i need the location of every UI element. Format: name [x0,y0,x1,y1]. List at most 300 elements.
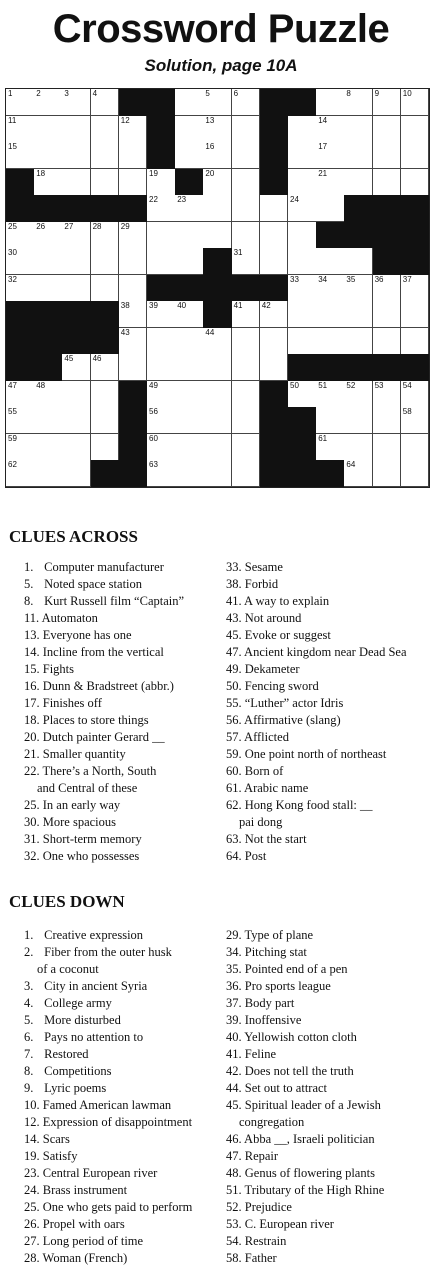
down-clue [226,927,440,944]
clue-text-continued: congregation [239,1115,305,1129]
grid-cell[interactable] [119,169,148,196]
grid-cell[interactable] [147,381,176,408]
grid-block [62,301,91,328]
clue-number: 54 [402,380,412,390]
grid-cell[interactable] [344,116,373,143]
clue-text: Fencing sword [241,679,319,693]
grid-cell[interactable] [91,222,120,249]
clue-number: 3. [24,979,34,993]
down-clue-list-left [24,927,224,1267]
grid-cell[interactable] [119,248,148,275]
clue-number: 62 [8,460,17,470]
grid-cell[interactable] [232,169,261,196]
grid-cell[interactable] [232,248,261,275]
grid-cell[interactable] [373,116,402,143]
grid-cell[interactable] [62,116,91,143]
across-clue [24,831,224,848]
grid-block [91,301,120,328]
grid-cell[interactable] [34,142,63,169]
grid-cell[interactable] [6,381,35,408]
grid-cell[interactable] [401,142,430,169]
grid-cell[interactable] [288,116,317,143]
grid-cell[interactable] [232,354,261,381]
grid-cell[interactable] [175,301,204,328]
across-clue [226,712,440,729]
grid-cell[interactable] [119,116,148,143]
grid-block [62,195,91,222]
grid-cell[interactable] [147,222,176,249]
clue-number: 63. [226,832,242,846]
grid-cell[interactable] [175,328,204,355]
grid-cell[interactable] [232,434,261,461]
clue-number: 14. [24,1132,40,1146]
clue-text: Brass instrument [39,1183,128,1197]
grid-block [373,248,402,275]
grid-cell[interactable] [401,381,430,408]
grid-cell[interactable] [91,116,120,143]
grid-cell[interactable] [6,89,35,116]
grid-cell[interactable] [316,434,345,461]
across-clue [24,712,224,729]
grid-cell[interactable] [344,460,373,487]
grid-cell[interactable] [344,248,373,275]
grid-cell[interactable] [316,142,345,169]
grid-cell[interactable] [232,116,261,143]
clue-number: 28. [24,1251,40,1265]
grid-cell[interactable] [344,142,373,169]
clue-text: Sesame [241,560,283,574]
grid-cell[interactable] [6,275,35,302]
clue-number: 64. [226,849,242,863]
clue-text: One who possesses [39,849,140,863]
clue-number: 53. [226,1217,242,1231]
grid-cell[interactable] [91,434,120,461]
clue-number: 35 [346,274,356,284]
clue-number: 23 [177,195,187,205]
grid-cell[interactable] [6,222,35,249]
grid-cell[interactable] [147,407,176,434]
grid-cell[interactable] [232,222,261,249]
clue-number: 37 [402,274,412,284]
grid-cell[interactable] [344,169,373,196]
clue-text: Hong Kong food stall: __ [241,798,373,812]
grid-cell[interactable] [34,381,63,408]
grid-cell[interactable] [260,354,289,381]
grid-cell[interactable] [401,275,430,302]
down-clue [226,1199,440,1216]
clue-text: Smaller quantity [39,747,126,761]
grid-cell[interactable] [344,275,373,302]
grid-cell[interactable] [6,460,35,487]
grid-block [260,381,289,408]
clue-text: One who gets paid to perform [39,1200,193,1214]
down-clue [226,1148,440,1165]
grid-cell[interactable] [91,142,120,169]
grid-cell[interactable] [91,407,120,434]
across-clue [226,593,440,610]
grid-cell[interactable] [34,460,63,487]
down-clue [24,978,224,995]
clue-number: 21. [24,747,40,761]
grid-cell[interactable] [232,142,261,169]
clue-number: 24 [290,195,299,205]
grid-cell[interactable] [316,169,345,196]
grid-cell[interactable] [147,301,176,328]
grid-cell[interactable] [91,275,120,302]
clue-number: 13 [205,115,215,125]
grid-cell[interactable] [62,222,91,249]
grid-cell[interactable] [34,169,63,196]
grid-cell[interactable] [260,328,289,355]
grid-cell[interactable] [203,116,232,143]
grid-cell[interactable] [175,116,204,143]
clue-number: 17. [24,696,40,710]
clue-number: 45. [226,1098,242,1112]
clue-text: More spacious [39,815,116,829]
clue-text: Feline [241,1047,276,1061]
grid-cell[interactable] [373,142,402,169]
grid-cell[interactable] [119,222,148,249]
grid-cell[interactable] [6,248,35,275]
clue-number: 16. [24,679,40,693]
clue-number: 49 [149,380,158,390]
across-clue [226,678,440,695]
clue-number: 50. [226,679,242,693]
grid-cell[interactable] [91,169,120,196]
clue-text: Evoke or suggest [241,628,331,642]
clue-text: Not the start [241,832,307,846]
grid-cell[interactable] [288,142,317,169]
clue-number: 10 [402,89,412,98]
grid-cell[interactable] [62,169,91,196]
grid-cell[interactable] [147,248,176,275]
grid-cell[interactable] [147,434,176,461]
grid-cell[interactable] [344,381,373,408]
grid-cell[interactable] [316,301,345,328]
grid-cell[interactable] [232,381,261,408]
grid-cell[interactable] [316,407,345,434]
down-clue [226,1063,440,1080]
grid-cell[interactable] [260,248,289,275]
grid-block [288,407,317,434]
grid-cell[interactable] [203,328,232,355]
clue-number: 5. [24,577,34,591]
grid-cell[interactable] [401,116,430,143]
grid-block [34,328,63,355]
grid-cell[interactable] [147,195,176,222]
clue-number: 22 [149,195,158,205]
grid-block [373,195,402,222]
clue-text: Lyric poems [41,1081,107,1095]
clue-number: 27. [24,1234,40,1248]
clue-number: 60. [226,764,242,778]
clue-text: Fiber from the outer husk [41,945,172,959]
grid-cell[interactable] [34,222,63,249]
across-clue [226,559,440,576]
clue-number: 43. [226,611,242,625]
grid-cell[interactable] [34,275,63,302]
grid-cell[interactable] [373,169,402,196]
clue-number: 59. [226,747,242,761]
grid-cell[interactable] [175,460,204,487]
grid-cell[interactable] [34,407,63,434]
grid-block [401,354,430,381]
grid-cell[interactable] [373,407,402,434]
grid-cell[interactable] [344,328,373,355]
grid-block [203,275,232,302]
grid-cell[interactable] [91,354,120,381]
down-clue [24,1148,224,1165]
clue-text: Finishes off [39,696,102,710]
clue-text-continued: of a coconut [37,962,99,976]
down-clue [24,1250,224,1267]
grid-cell[interactable] [175,142,204,169]
grid-cell[interactable] [147,460,176,487]
grid-cell[interactable] [260,222,289,249]
grid-cell[interactable] [316,116,345,143]
grid-cell[interactable] [91,248,120,275]
grid-cell[interactable] [373,434,402,461]
grid-cell[interactable] [6,116,35,143]
grid-block [260,142,289,169]
across-clue [226,763,440,780]
clue-number: 1. [24,560,34,574]
grid-cell[interactable] [175,195,204,222]
grid-cell[interactable] [203,195,232,222]
across-clue [226,644,440,661]
across-clue [24,814,224,831]
grid-cell[interactable] [232,195,261,222]
grid-cell[interactable] [175,407,204,434]
grid-cell[interactable] [91,381,120,408]
grid-cell[interactable] [34,116,63,143]
grid-cell[interactable] [34,434,63,461]
grid-block [401,248,430,275]
grid-cell[interactable] [6,142,35,169]
grid-block [260,275,289,302]
down-clue [24,1182,224,1199]
clue-number: 6 [233,89,239,98]
clue-number: 40. [226,1030,242,1044]
grid-cell[interactable] [373,328,402,355]
grid-cell[interactable] [62,142,91,169]
grid-cell[interactable] [288,222,317,249]
down-clue [226,961,440,978]
grid-cell[interactable] [232,301,261,328]
grid-cell[interactable] [203,407,232,434]
grid-cell[interactable] [62,460,91,487]
grid-block [316,460,345,487]
grid-cell[interactable] [34,248,63,275]
grid-cell[interactable] [232,460,261,487]
grid-cell[interactable] [373,275,402,302]
grid-cell[interactable] [119,301,148,328]
grid-cell[interactable] [316,381,345,408]
grid-cell[interactable] [91,89,120,116]
clue-number: 41. [226,594,242,608]
grid-cell[interactable] [175,434,204,461]
grid-cell[interactable] [147,169,176,196]
clue-number: 42. [226,1064,242,1078]
clue-text: Short-term memory [39,832,142,846]
grid-cell[interactable] [175,222,204,249]
grid-cell[interactable] [373,381,402,408]
clue-text: Does not tell the truth [241,1064,354,1078]
grid-cell[interactable] [288,381,317,408]
grid-cell[interactable] [203,381,232,408]
clue-number: 50 [290,380,299,390]
grid-cell[interactable] [288,275,317,302]
clue-number: 1 [8,89,13,98]
grid-cell[interactable] [62,275,91,302]
grid-cell[interactable] [203,89,232,116]
grid-cell[interactable] [373,89,402,116]
clue-number: 1. [24,928,34,942]
clue-text: Spiritual leader of a Jewish [241,1098,381,1112]
grid-cell[interactable] [401,460,430,487]
grid-cell[interactable] [34,89,63,116]
clue-number: 53 [374,380,384,390]
grid-block [91,328,120,355]
grid-block [119,434,148,461]
clue-text: Repair [241,1149,279,1163]
grid-cell[interactable] [373,301,402,328]
grid-cell[interactable] [62,434,91,461]
grid-cell[interactable] [175,354,204,381]
grid-cell[interactable] [401,301,430,328]
clue-number: 48 [36,380,46,390]
grid-cell[interactable] [62,381,91,408]
grid-block [119,195,148,222]
grid-cell[interactable] [62,89,91,116]
grid-cell[interactable] [316,248,345,275]
down-clue [226,1165,440,1182]
grid-cell[interactable] [316,195,345,222]
clue-text: Noted space station [41,577,143,591]
clue-number: 45. [226,628,242,642]
down-clue [226,1012,440,1029]
clue-text: More disturbed [41,1013,121,1027]
grid-cell[interactable] [203,434,232,461]
down-clue [24,1012,224,1029]
grid-cell[interactable] [401,407,430,434]
grid-cell[interactable] [260,301,289,328]
grid-cell[interactable] [175,248,204,275]
grid-block [147,275,176,302]
page-subtitle: Solution, page 10A [144,56,298,75]
grid-cell[interactable] [62,248,91,275]
clue-text: Everyone has one [39,628,132,642]
grid-cell[interactable] [232,407,261,434]
grid-cell[interactable] [203,354,232,381]
down-clue [226,1131,440,1148]
across-clue [24,729,224,746]
grid-cell[interactable] [203,460,232,487]
across-clue [24,678,224,695]
grid-cell[interactable] [203,142,232,169]
grid-cell[interactable] [316,328,345,355]
grid-cell[interactable] [6,434,35,461]
grid-cell[interactable] [344,407,373,434]
grid-cell[interactable] [316,275,345,302]
grid-cell[interactable] [147,354,176,381]
grid-cell[interactable] [373,460,402,487]
clue-number: 41 [233,301,243,311]
grid-block [260,116,289,143]
clue-number: 33 [290,274,299,284]
grid-cell[interactable] [401,89,430,116]
grid-cell[interactable] [344,434,373,461]
clue-number: 21 [318,168,328,178]
grid-cell[interactable] [288,248,317,275]
grid-cell[interactable] [62,407,91,434]
grid-cell[interactable] [175,89,204,116]
grid-cell[interactable] [232,328,261,355]
clue-text: Ancient kingdom near Dead Sea [241,645,407,659]
grid-cell[interactable] [344,301,373,328]
down-clue [226,1029,440,1046]
grid-cell[interactable] [232,89,261,116]
grid-cell[interactable] [401,169,430,196]
down-clue [24,1029,224,1046]
clue-text: Dutch painter Gerard __ [39,730,165,744]
grid-cell[interactable] [119,328,148,355]
grid-cell[interactable] [316,89,345,116]
clue-number: 2. [24,945,34,959]
grid-block [344,195,373,222]
clue-text: One point north of northeast [241,747,387,761]
grid-cell[interactable] [203,222,232,249]
grid-block [260,89,289,116]
grid-cell[interactable] [401,434,430,461]
clue-number: 41. [226,1047,242,1061]
grid-cell[interactable] [288,169,317,196]
grid-cell[interactable] [203,169,232,196]
clue-number: 46 [92,354,102,364]
grid-cell[interactable] [119,354,148,381]
across-clue [226,780,440,797]
grid-cell[interactable] [260,195,289,222]
grid-cell[interactable] [6,407,35,434]
grid-cell[interactable] [147,328,176,355]
grid-block [344,222,373,249]
clue-text: Kurt Russell film “Captain” [41,594,185,608]
grid-cell[interactable] [62,354,91,381]
clue-number: 51. [226,1183,242,1197]
clue-text-continued: and Central of these [37,781,138,795]
grid-cell[interactable] [288,195,317,222]
across-clue [226,661,440,678]
grid-cell[interactable] [288,328,317,355]
grid-cell[interactable] [288,301,317,328]
grid-cell[interactable] [344,89,373,116]
clue-number: 5 [205,89,210,98]
down-clue [24,944,224,978]
across-clue [226,610,440,627]
across-clue [24,559,224,576]
grid-cell[interactable] [119,142,148,169]
clue-text: Woman (French) [39,1251,128,1265]
grid-cell[interactable] [175,381,204,408]
grid-cell[interactable] [119,275,148,302]
clue-number: 9. [24,1081,34,1095]
clue-number: 25. [24,1200,40,1214]
grid-cell[interactable] [401,328,430,355]
clue-number: 33. [226,560,242,574]
grid-block [288,354,317,381]
clue-number: 18. [24,713,40,727]
across-clue [226,627,440,644]
